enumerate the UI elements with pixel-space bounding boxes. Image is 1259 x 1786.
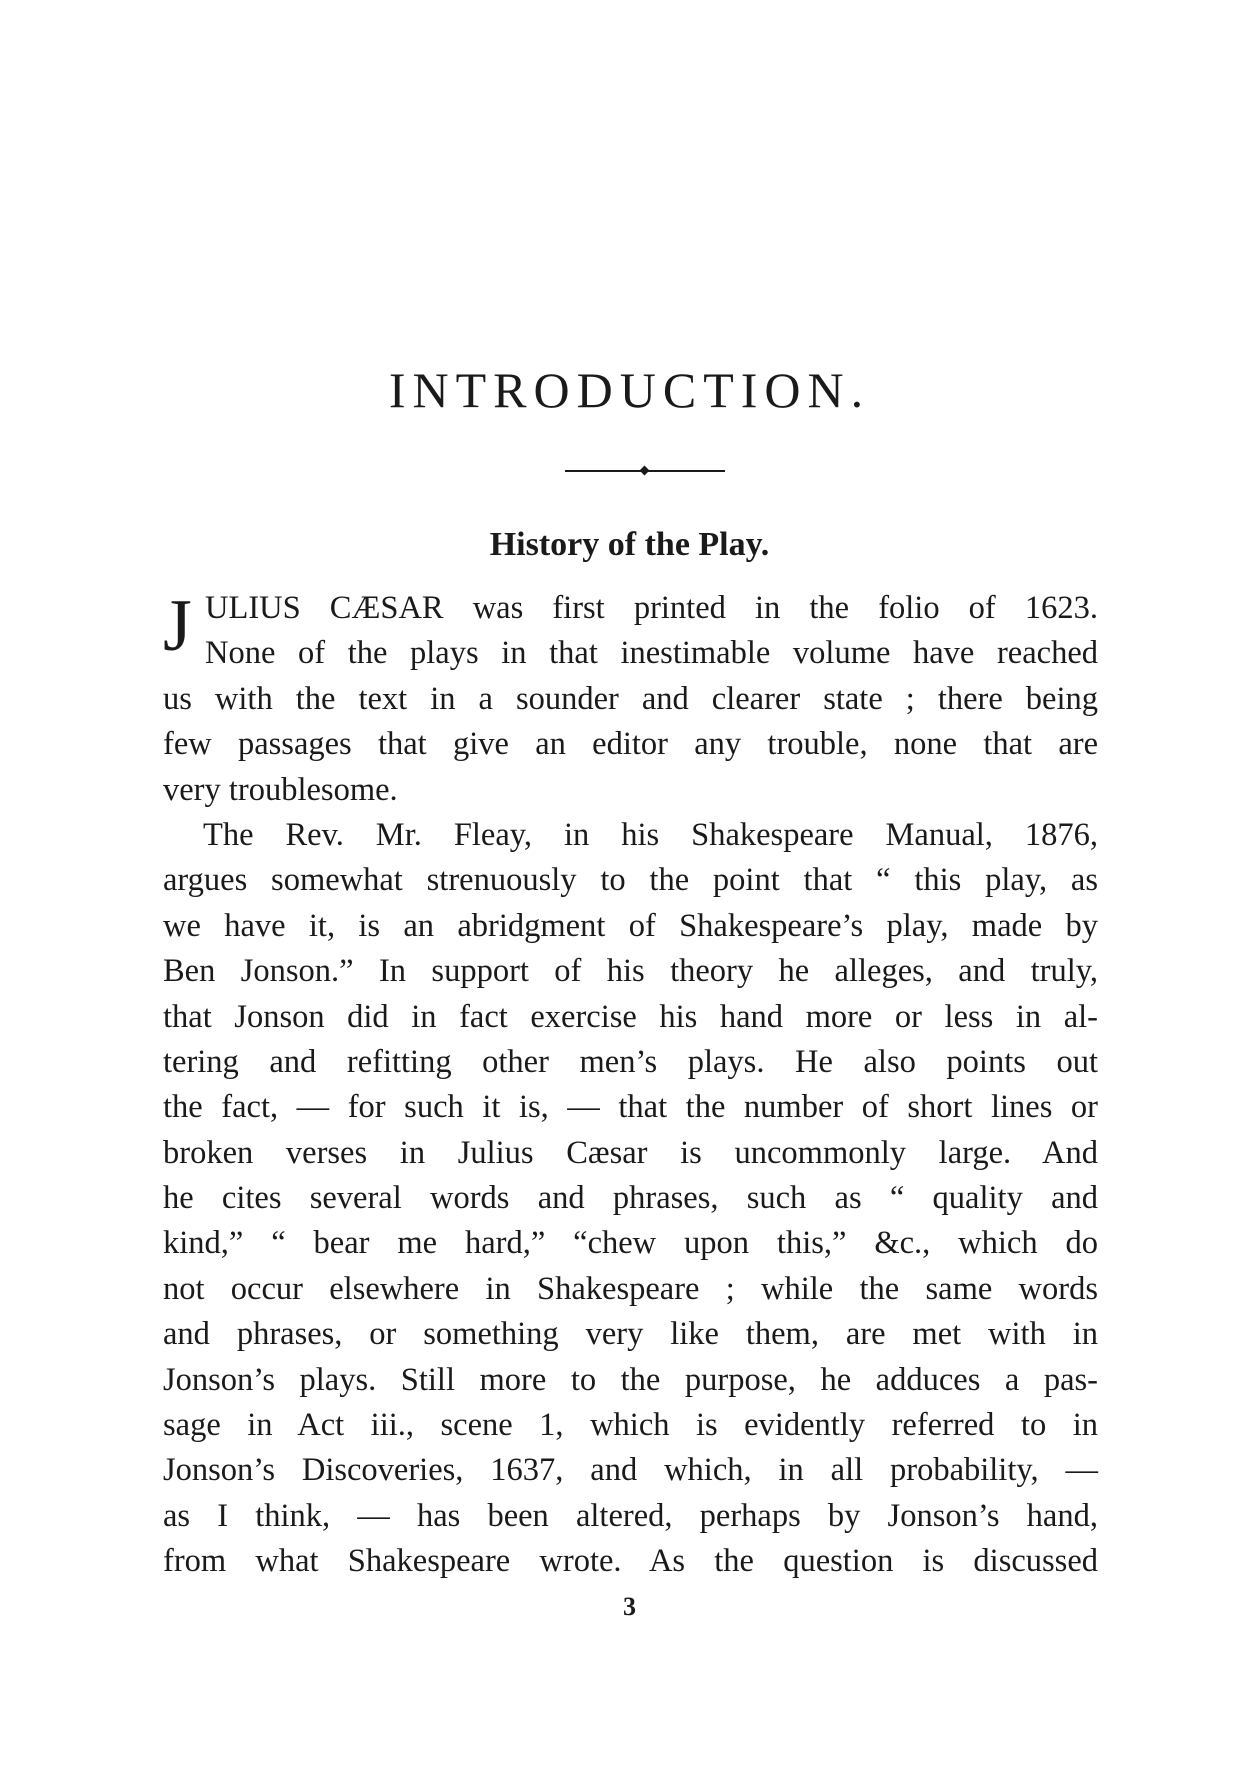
text-line: us with the text in a sounder and clearer state ; there being — [163, 680, 1098, 717]
page-title: INTRODUCTION. — [388, 362, 871, 418]
ornamental-rule — [565, 466, 725, 476]
text-line: the fact, — for such it is, — that the number of short lines or — [163, 1089, 1098, 1126]
text-line: few passages that give an editor any trouble, none that are — [163, 726, 1098, 763]
text-line: not occur elsewhere in Shakespeare ; while the same words — [163, 1270, 1098, 1307]
text-line: tering and refitting other men’s plays. He also points out — [163, 1043, 1098, 1080]
text-line: we have it, is an abridgment of Shakespeare’s play, made by — [163, 907, 1098, 944]
text-line: argues somewhat strenuously to the point that “ this play, as — [163, 862, 1098, 899]
text-line: and phrases, or something very like them, are met with in — [163, 1316, 1098, 1353]
text-line: that Jonson did in fact exercise his hand more or less in al- — [163, 998, 1098, 1035]
text-line: Ben Jonson.” In support of his theory he alleges, and truly, — [163, 953, 1098, 990]
text-line: sage in Act iii., scene 1, which is evidently referred to in — [163, 1407, 1098, 1444]
text-line: he cites several words and phrases, such as “ quality and — [163, 1180, 1098, 1217]
drop-cap: J — [163, 585, 192, 667]
text-line: Jonson’s plays. Still more to the purpose, he adduces a pas- — [163, 1361, 1098, 1398]
text-line: from what Shakespeare wrote. As the question is discussed — [163, 1543, 1098, 1580]
rule-diamond-icon — [640, 466, 650, 476]
text-line: Jonson’s Discoveries, 1637, and which, in all probability, — — [163, 1452, 1098, 1489]
text-line: broken verses in Julius Cæsar is uncommonly large. And — [163, 1134, 1098, 1171]
text-line: ULIUS CÆSAR was first printed in the folio of 1623. — [205, 590, 1098, 626]
text-line: very troublesome. — [163, 771, 398, 808]
body-text — [163, 586, 1098, 1585]
text-line: None of the plays in that inestimable volume have reached — [205, 635, 1098, 672]
text-line: as I think, — has been altered, perhaps by Jonson’s hand, — [163, 1497, 1098, 1534]
page-number: 3 — [623, 1592, 636, 1621]
text-line: The Rev. Mr. Fleay, in his Shakespeare Manual, 1876, — [203, 816, 1098, 853]
text-line: kind,” “ bear me hard,” “chew upon this,” &c., which do — [163, 1225, 1098, 1262]
section-heading: History of the Play. — [489, 526, 770, 563]
